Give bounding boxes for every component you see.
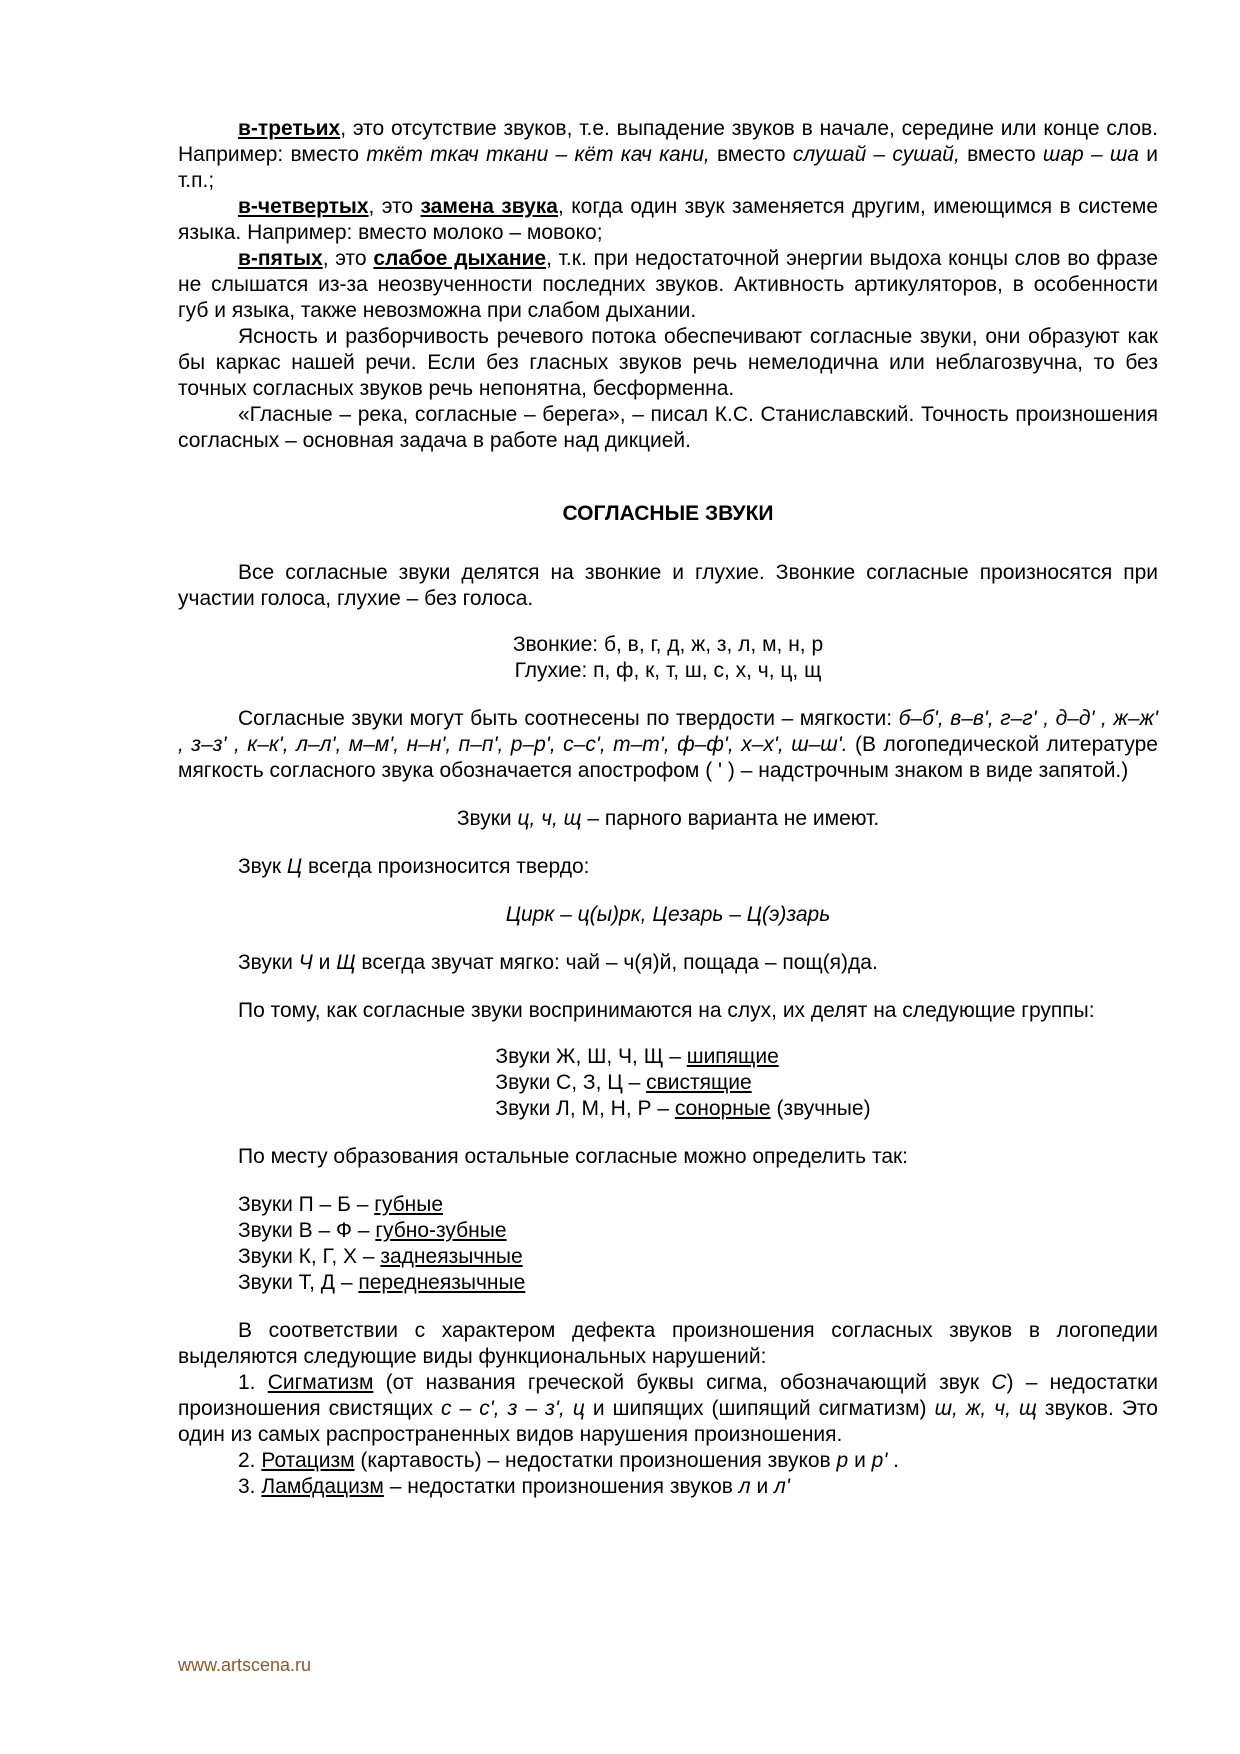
letter: Ч xyxy=(298,951,313,974)
paragraph-fourth xyxy=(178,194,1158,246)
term: Сигматизм xyxy=(267,1371,374,1394)
pairs: б–б', в–в', г–г' , д–д' , ж–ж' , з–з' , к–к', л–л', м–м', н–н', п–п', р–р', с–с', т–т', ф–ф', х–х', ш–ш'. xyxy=(178,707,1158,756)
number: 1. xyxy=(238,1371,268,1394)
term: свистящие xyxy=(646,1071,752,1094)
letter: л xyxy=(738,1475,751,1498)
text: вместо xyxy=(709,143,793,166)
text: Звуки К, Г, Х – xyxy=(238,1245,381,1268)
example: слушай – сушай, xyxy=(792,143,960,166)
text: Согласные звуки могут быть соотнесены по твердости – мягкости: xyxy=(238,707,899,730)
voiceless-list: Глухие: п, ф, к, т, ш, с, х, ч, ц, щ xyxy=(514,659,822,682)
letters: ц, ч, щ xyxy=(517,807,582,830)
defect-lambdacism xyxy=(178,1474,1158,1500)
ts-note xyxy=(178,854,1158,880)
number: 2. xyxy=(238,1449,262,1472)
place-group-item xyxy=(238,1244,1158,1270)
text: звуков. Это один из самых распространенных видов нарушения произношения. xyxy=(178,1397,1158,1446)
paragraph-hardness xyxy=(178,706,1158,784)
hearing-group-item xyxy=(495,1096,870,1122)
term: губные xyxy=(374,1193,443,1216)
place-groups xyxy=(178,1192,1158,1296)
text: Звуки xyxy=(456,807,518,830)
letter: р' xyxy=(871,1449,888,1472)
place-group-item xyxy=(238,1270,1158,1296)
paragraph-defects: В соответствии с характером дефекта произношения согласных звуков в логопедии выделяются следующие виды функциональных нарушений: xyxy=(178,1319,1158,1368)
ts-example: Цирк – ц(ы)рк, Цезарь – Ц(э)зарь xyxy=(505,903,831,926)
example: шар – ша xyxy=(1042,143,1139,166)
term: слабое дыхание xyxy=(373,247,547,270)
text: Звуки Ж, Ш, Ч, Щ – xyxy=(495,1045,687,1068)
paragraph-place: По месту образования остальные согласные можно определить так: xyxy=(238,1145,909,1168)
text: и xyxy=(312,951,337,974)
hearing-groups xyxy=(178,1044,1158,1122)
text: , это xyxy=(322,247,374,270)
text: Звуки С, З, Ц – xyxy=(495,1071,647,1094)
defect-rhotacism xyxy=(178,1448,1158,1474)
text: – парного варианта не имеют. xyxy=(581,807,880,830)
text: , когда один звук заменяется другим, имеющимся в системе языка. Например: вместо молоко – мовоко; xyxy=(178,195,1158,244)
defect-sigmatism xyxy=(178,1370,1158,1448)
example: ткёт ткач ткани – кёт кач кани, xyxy=(366,143,710,166)
text: – недостатки произношения звуков xyxy=(383,1475,739,1498)
text: и т.п.; xyxy=(178,143,1158,192)
text: и шипящих (шипящий сигматизм) xyxy=(584,1397,935,1420)
hearing-group-item xyxy=(495,1070,870,1096)
ch-shch-note xyxy=(178,950,1158,976)
text: Звуки Л, М, Н, Р – xyxy=(495,1097,675,1120)
paragraph-fifth xyxy=(178,246,1158,324)
text: , это отсутствие звуков, т.е. выпадение звуков в начале, середине или конце слов. Например: вместо xyxy=(178,117,1158,166)
text: всегда звучат мягко: чай – ч(я)й, пощада – пощ(я)да. xyxy=(355,951,878,974)
voiced-list: Звонкие: б, в, г, д, ж, з, л, м, н, р xyxy=(512,633,824,656)
letters: с – с', з – з', ц xyxy=(441,1397,585,1420)
lead-fifth: в-пятых xyxy=(238,247,323,270)
term: губно-зубные xyxy=(375,1219,507,1242)
paragraph-clarity: Ясность и разборчивость речевого потока обеспечивают согласные звуки, они образуют как бы каркас нашей речи. Если без гласных звуков речь немелодична или неблагозвучна, то без точных согласных звуков речь непонятна, бесформенна. xyxy=(178,325,1158,400)
term: сонорные xyxy=(674,1097,771,1120)
document-body xyxy=(178,116,1158,1500)
hearing-group-item xyxy=(495,1044,870,1070)
text: , т.к. при недостаточной энергии выдоха концы слов во фразе не слышатся из-за неозвученности последних звуков. Активность артикуляторов, в особенности губ и языка, также невозможна при слабом дыхании. xyxy=(178,247,1158,322)
paragraph-voiced-voiceless: Все согласные звуки делятся на звонкие и глухие. Звонкие согласные произносятся при участии голоса, глухие – без голоса. xyxy=(178,561,1158,610)
letters: ш, ж, ч, щ xyxy=(934,1397,1037,1420)
term: заднеязычные xyxy=(380,1245,523,1268)
number: 3. xyxy=(238,1475,262,1498)
text: (от названия греческой буквы сигма, обозначающий звук xyxy=(373,1371,992,1394)
letter: р xyxy=(836,1449,849,1472)
text: и xyxy=(848,1449,872,1472)
place-group-item xyxy=(238,1218,1158,1244)
term: шипящие xyxy=(686,1045,779,1068)
text: и xyxy=(750,1475,775,1498)
term: переднеязычные xyxy=(358,1271,526,1294)
text: вместо xyxy=(959,143,1043,166)
footer-link[interactable]: www.artscena.ru xyxy=(178,1655,312,1675)
text: Звуки В – Ф – xyxy=(238,1219,376,1242)
text: . xyxy=(887,1449,900,1472)
paragraph-hearing: По тому, как согласные звуки воспринимаются на слух, их делят на следующие группы: xyxy=(238,999,1095,1022)
letter: Щ xyxy=(336,951,356,974)
text: Звуки Т, Д – xyxy=(238,1271,359,1294)
letter: Ц xyxy=(286,855,303,878)
section-title: СОГЛАСНЫЕ ЗВУКИ xyxy=(562,502,774,525)
letter: С xyxy=(991,1371,1007,1394)
text: (картавость) – недостатки произношения звуков xyxy=(354,1449,837,1472)
place-group-item xyxy=(238,1192,1158,1218)
paragraph-third xyxy=(178,116,1158,194)
text: Звук xyxy=(238,855,287,878)
letter: л' xyxy=(774,1475,790,1498)
lead-fourth: в-четвертых xyxy=(238,195,369,218)
text: Звуки xyxy=(238,951,299,974)
term: замена звука xyxy=(420,195,558,218)
term: Ротацизм xyxy=(261,1449,355,1472)
text: ) – недостатки произношения свистящих xyxy=(178,1371,1158,1420)
term: Ламбдацизм xyxy=(261,1475,384,1498)
text: , это xyxy=(368,195,421,218)
text: (звучные) xyxy=(770,1097,871,1120)
text: всегда произносится твердо: xyxy=(302,855,590,878)
lead-third: в-третьих xyxy=(238,117,341,140)
paragraph-quote: «Гласные – река, согласные – берега», – писал К.С. Станиславский. Точность произношения согласных – основная задача в работе над дикцией. xyxy=(178,403,1158,452)
unpaired-note xyxy=(178,806,1158,832)
text: Звуки П – Б – xyxy=(238,1193,375,1216)
text: (В логопедической литературе мягкость согласного звука обозначается апострофом ( ' ) – надстрочным знаком в виде запятой.) xyxy=(178,733,1158,782)
